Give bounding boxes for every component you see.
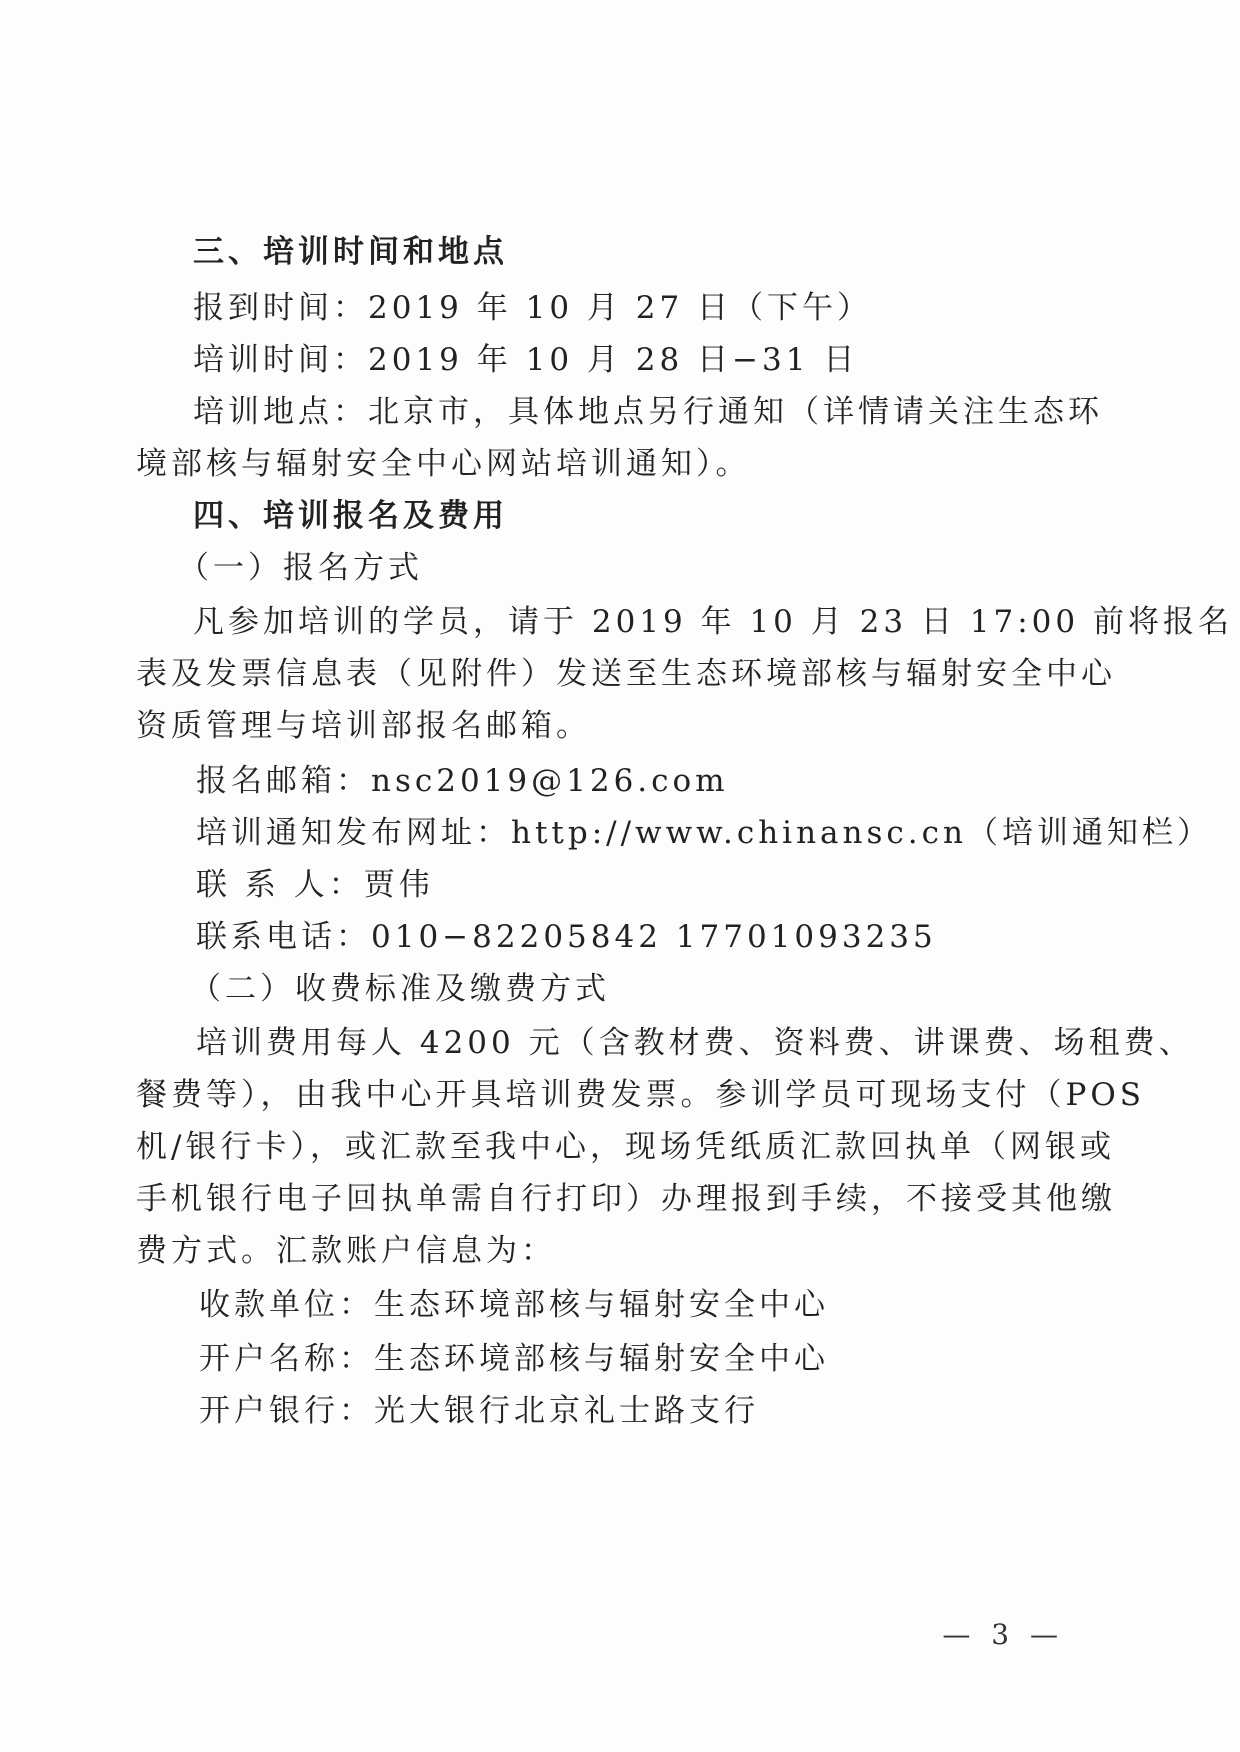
section-4-heading: 四、培训报名及费用	[193, 498, 508, 534]
payee-unit: 收款单位：生态环境部核与辐射安全中心	[199, 1287, 829, 1323]
training-location-line-2: 境部核与辐射安全中心网站培训通知）。	[136, 446, 751, 482]
fees-paragraph-line-2: 餐费等），由我中心开具培训费发票。参训学员可现场支付（POS	[136, 1077, 1146, 1113]
report-time: 报到时间：2019 年 10 月 27 日（下午）	[193, 290, 873, 326]
training-location-line-1: 培训地点：北京市，具体地点另行通知（详情请关注生态环	[193, 394, 1103, 430]
registration-paragraph-line-3: 资质管理与培训部报名邮箱。	[136, 708, 591, 744]
contact-person: 联 系 人：贾伟	[196, 867, 434, 903]
registration-email: 报名邮箱：nsc2019@126.com	[196, 763, 729, 799]
registration-paragraph-line-2: 表及发票信息表（见附件）发送至生态环境部核与辐射安全中心	[136, 656, 1116, 692]
account-name: 开户名称：生态环境部核与辐射安全中心	[199, 1341, 829, 1377]
fees-paragraph-line-1: 培训费用每人 4200 元（含教材费、资料费、讲课费、场租费、	[196, 1025, 1194, 1061]
subsection-registration-title: （一）报名方式	[178, 550, 423, 586]
fees-paragraph-line-4: 手机银行电子回执单需自行打印）办理报到手续，不接受其他缴	[136, 1181, 1116, 1217]
registration-paragraph-line-1: 凡参加培训的学员，请于 2019 年 10 月 23 日 17:00 前将报名	[193, 604, 1233, 640]
page-number: — 3 —	[942, 1618, 1064, 1651]
fees-paragraph-line-5: 费方式。汇款账户信息为：	[136, 1233, 556, 1269]
subsection-fees-title: （二）收费标准及缴费方式	[190, 971, 610, 1007]
fees-paragraph-line-3: 机/银行卡），或汇款至我中心，现场凭纸质汇款回执单（网银或	[136, 1129, 1115, 1165]
bank-name: 开户银行：光大银行北京礼士路支行	[199, 1393, 759, 1429]
notice-website: 培训通知发布网址：http://www.chinansc.cn（培训通知栏）	[196, 815, 1212, 851]
section-3-heading: 三、培训时间和地点	[193, 234, 508, 270]
contact-phone: 联系电话：010−82205842 17701093235	[196, 919, 937, 955]
training-time: 培训时间：2019 年 10 月 28 日−31 日	[193, 342, 859, 378]
